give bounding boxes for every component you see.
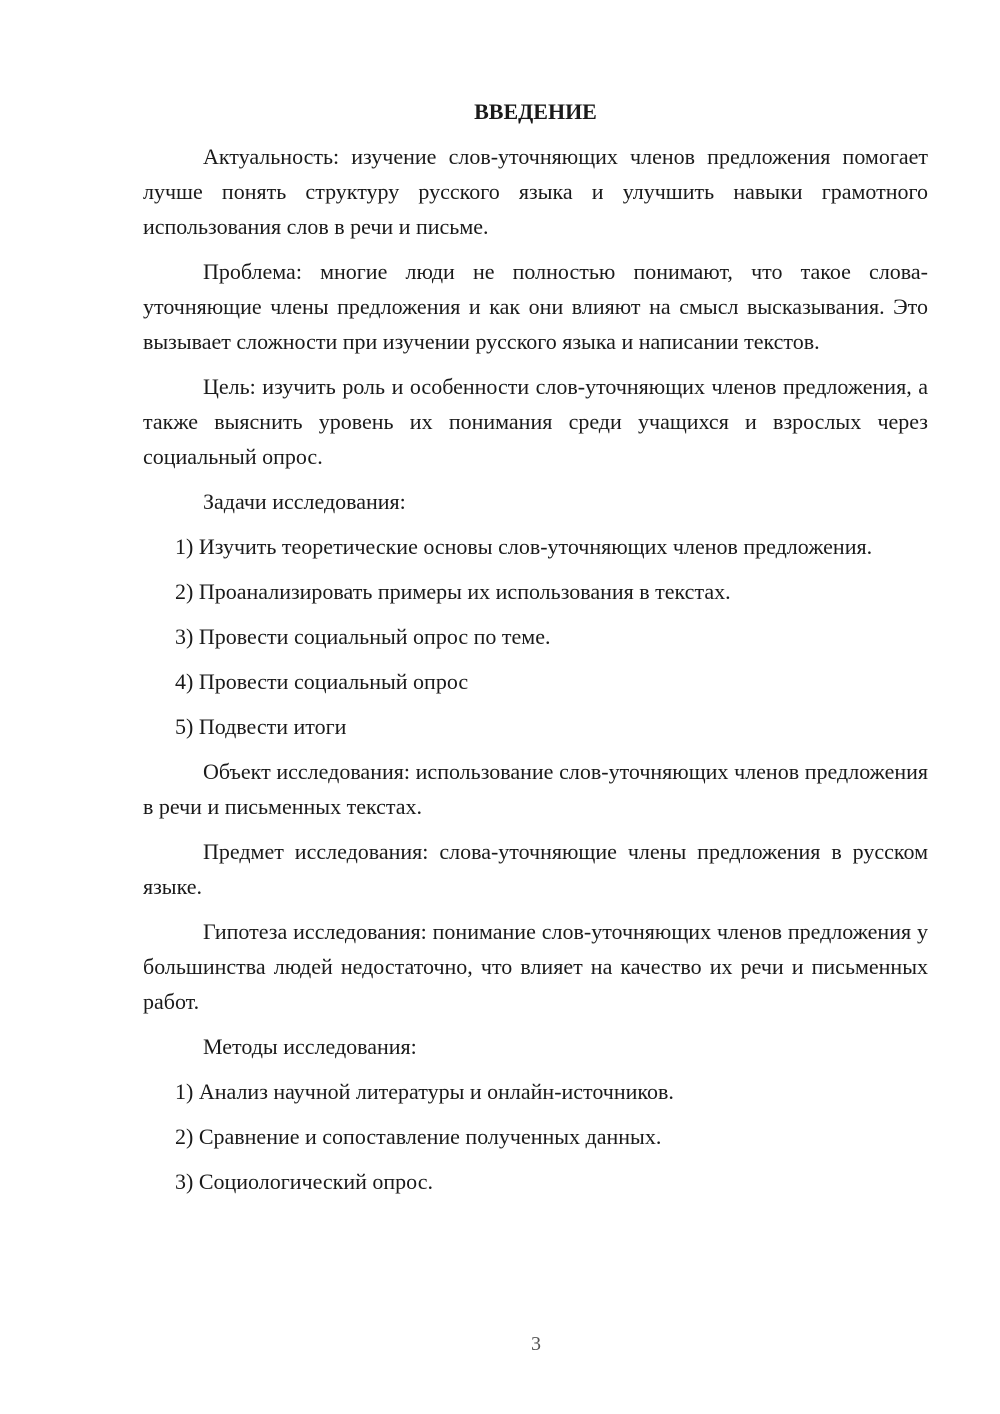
methods-heading: Методы исследования: — [203, 1034, 417, 1059]
problem-paragraph: Проблема: многие люди не полностью понимают, что такое слова-уточняющие члены предложения и как они влияют на смысл высказывания. Это вызывает сложности при изучении русского языка и написании текстов. — [143, 259, 928, 354]
hypothesis-paragraph: Гипотеза исследования: понимание слов-уточняющих членов предложения у большинства людей недостаточно, что влияет на качество их речи и письменных работ. — [143, 919, 928, 1014]
task-item-1: 1) Изучить теоретические основы слов-уточняющих членов предложения. — [175, 534, 873, 559]
method-item-1: 1) Анализ научной литературы и онлайн-источников. — [175, 1079, 674, 1104]
method-item-3: 3) Социологический опрос. — [175, 1169, 433, 1194]
method-item-2: 2) Сравнение и сопоставление полученных данных. — [175, 1124, 662, 1149]
page-title: ВВЕДЕНИЕ — [474, 99, 597, 124]
page-number: 3 — [531, 1333, 541, 1355]
task-item-4: 4) Провести социальный опрос — [175, 669, 469, 694]
object-paragraph: Объект исследования: использование слов-уточняющих членов предложения в речи и письменных текстах. — [143, 759, 928, 819]
tasks-heading: Задачи исследования: — [203, 489, 406, 514]
subject-paragraph: Предмет исследования: слова-уточняющие члены предложения в русском языке. — [143, 839, 928, 899]
task-item-3: 3) Провести социальный опрос по теме. — [175, 624, 551, 649]
relevance-paragraph: Актуальность: изучение слов-уточняющих членов предложения помогает лучше понять структуру русского языка и улучшить навыки грамотного использования слов в речи и письме. — [143, 144, 928, 239]
task-item-2: 2) Проанализировать примеры их использования в текстах. — [175, 579, 731, 604]
goal-paragraph: Цель: изучить роль и особенности слов-уточняющих членов предложения, а также выяснить уровень их понимания среди учащихся и взрослых через социальный опрос. — [143, 374, 928, 469]
page-content — [143, 94, 928, 1209]
task-item-5: 5) Подвести итоги — [175, 714, 347, 739]
